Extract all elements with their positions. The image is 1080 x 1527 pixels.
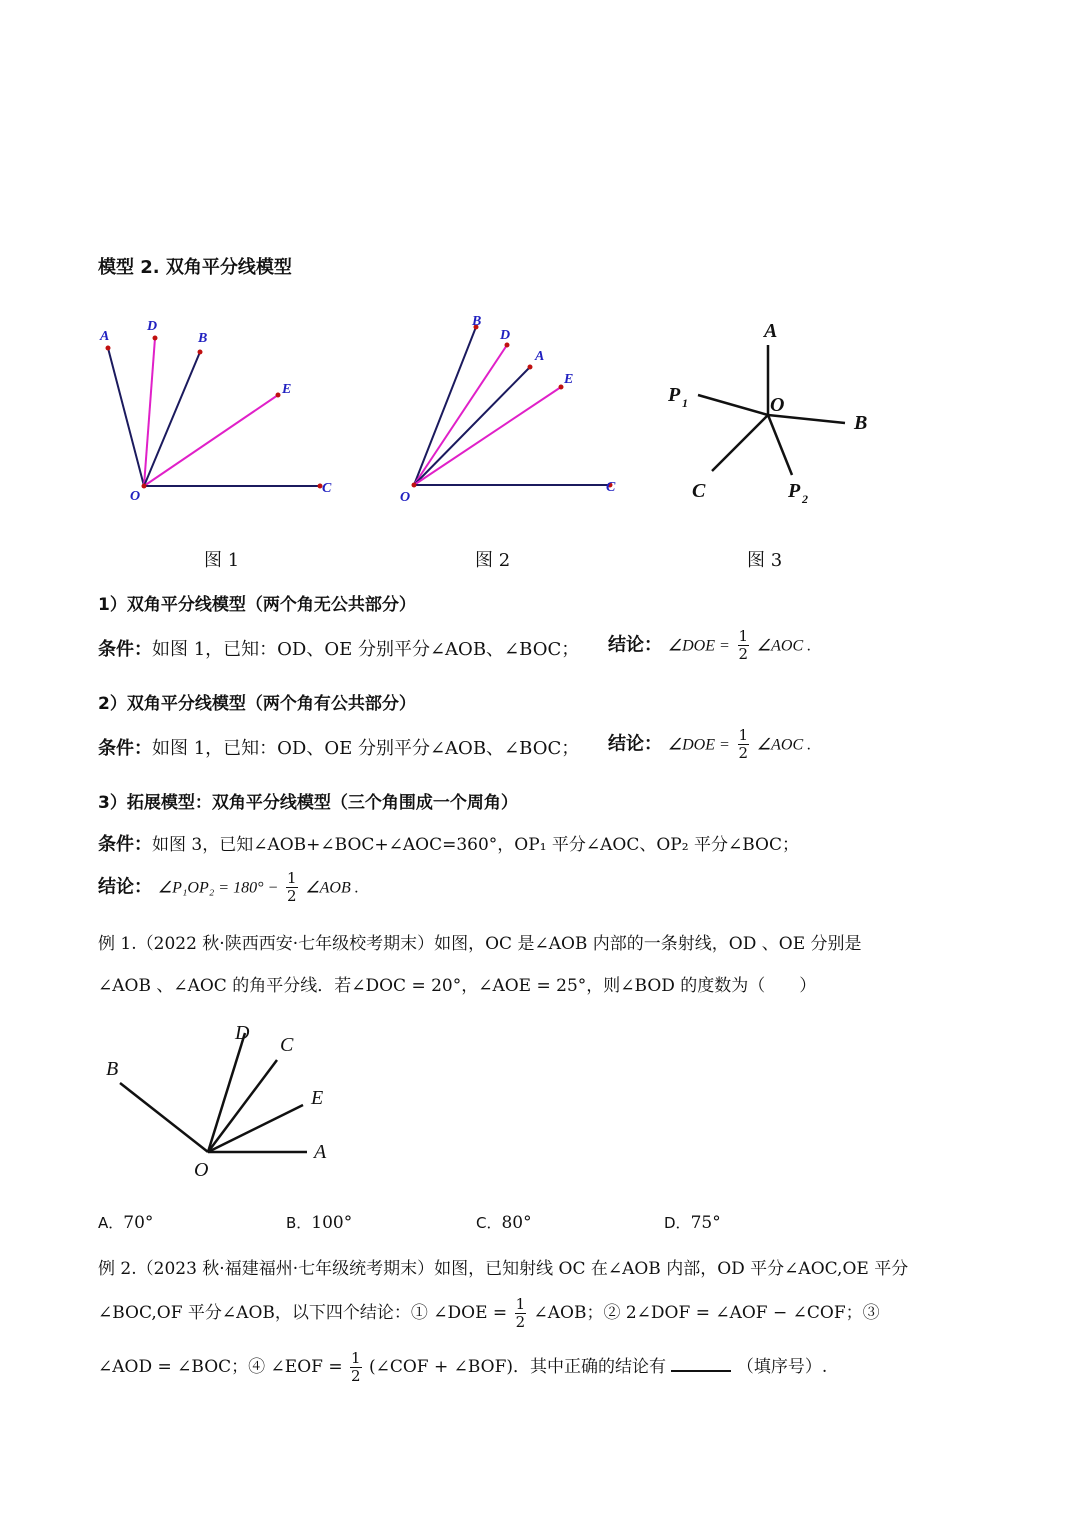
ex1-label-b: B [106, 1058, 119, 1080]
ray-oc [208, 1060, 277, 1152]
fig3-label-c: C [692, 480, 706, 502]
ray-oa [414, 367, 530, 485]
fig2-label-c: C [606, 480, 616, 495]
fig3-caption: 图 3 [747, 550, 783, 571]
fig2-caption: 图 2 [475, 550, 511, 571]
ray-oe [414, 387, 561, 485]
model2-heading: 2）双角平分线模型（两个角有公共部分） [98, 694, 416, 714]
fig2-label-e: E [564, 372, 574, 387]
option-b[interactable]: B．100° [286, 1213, 353, 1233]
fig2-label-d: D [500, 328, 511, 343]
fig1-label-c: C [322, 481, 332, 496]
example2-line2: ∠BOC,OF 平分∠AOB，以下四个结论：① ∠DOE = $\frac{1}{2}$ ∠AOB；② 2∠DOF = ∠AOF − ∠COF；③ [98, 1295, 880, 1331]
model3-heading: 3）拓展模型：双角平分线模型（三个角围成一个周角） [98, 793, 518, 813]
ex1-label-o: O [194, 1159, 209, 1181]
figure-3 [660, 315, 890, 515]
option-c[interactable]: C．80° [476, 1213, 532, 1233]
fig2-label-o: O [400, 490, 411, 505]
model1-condition: 条件：如图 1，已知：OD、OE 分别平分∠AOB、∠BOC； [98, 639, 580, 660]
example1-line1: 例 1.（2022 秋·陕西西安·七年级校考期末）如图，OC 是∠AOB 内部的一条射线，OD 、OE 分别是 [98, 934, 862, 954]
fig3-label-p2-sub: 2 [802, 492, 808, 506]
model2-condition: 条件：如图 1，已知：OD、OE 分别平分∠AOB、∠BOC； [98, 738, 580, 759]
fig3-label-p1-sub: 1 [682, 396, 688, 410]
model1-heading: 1）双角平分线模型（两个角无公共部分） [98, 595, 416, 615]
option-a[interactable]: A．70° [98, 1213, 154, 1233]
ray-oc [712, 415, 768, 471]
ex1-label-c: C [280, 1034, 294, 1056]
example1-line2: ∠AOB 、∠AOC 的角平分线．若∠DOC = 20°，∠AOE = 25°，则∠BOD 的度数为（ ） [98, 976, 817, 996]
ex1-label-a: A [314, 1141, 327, 1163]
ray-op2 [768, 415, 792, 475]
section-title: 模型 2. 双角平分线模型 [98, 257, 292, 278]
fig1-label-o: O [130, 489, 141, 504]
fig3-label-p1: P [668, 384, 681, 406]
fig3-label-p2: P [788, 480, 801, 502]
fig2-label-b: B [472, 314, 482, 329]
model1-conclusion: 结论： ∠DOE = $\frac{1}{2}$ ∠AOC . [608, 627, 812, 663]
fig1-caption: 图 1 [204, 550, 240, 571]
ray-od [208, 1033, 245, 1152]
figure-1 [90, 310, 350, 510]
model3-conclusion: 结论： ∠P₁OP₂ = 180° − $\frac{1}{2}$ ∠AOB . [98, 869, 359, 905]
example1-figure [100, 1015, 350, 1185]
figure-2 [390, 305, 650, 505]
example2-line3: ∠AOD = ∠BOC；④ ∠EOF = $\frac{1}{2}$ (∠COF + ∠BOF)．其中正确的结论有 （填序号）. [98, 1349, 828, 1385]
fig3-label-b: B [854, 412, 868, 434]
ex1-label-d: D [235, 1022, 250, 1044]
option-d[interactable]: D．75° [664, 1213, 721, 1233]
ray-ob [768, 415, 845, 423]
fig1-label-d: D [147, 319, 158, 334]
fig1-label-e: E [282, 382, 292, 397]
model3-condition: 条件：如图 3，已知∠AOB+∠BOC+∠AOC=360°，OP₁ 平分∠AOC、OP₂ 平分∠BOC； [98, 834, 799, 855]
example2-line1: 例 2.（2023 秋·福建福州·七年级统考期末）如图，已知射线 OC 在∠AOB 内部，OD 平分∠AOC,OE 平分 [98, 1259, 909, 1279]
fig3-label-o: O [770, 394, 785, 416]
ex1-label-e: E [311, 1087, 324, 1109]
fig1-label-b: B [198, 331, 208, 346]
ray-ob [120, 1083, 208, 1152]
answer-blank[interactable] [671, 1354, 731, 1372]
ray-oa [108, 348, 144, 486]
ray-op1 [698, 395, 768, 415]
ray-oe [208, 1105, 303, 1152]
ray-oe [144, 395, 278, 486]
fig1-label-a: A [100, 329, 110, 344]
fig3-label-a: A [764, 320, 778, 342]
model2-conclusion: 结论： ∠DOE = $\frac{1}{2}$ ∠AOC . [608, 726, 812, 762]
fig2-label-a: A [535, 349, 545, 364]
